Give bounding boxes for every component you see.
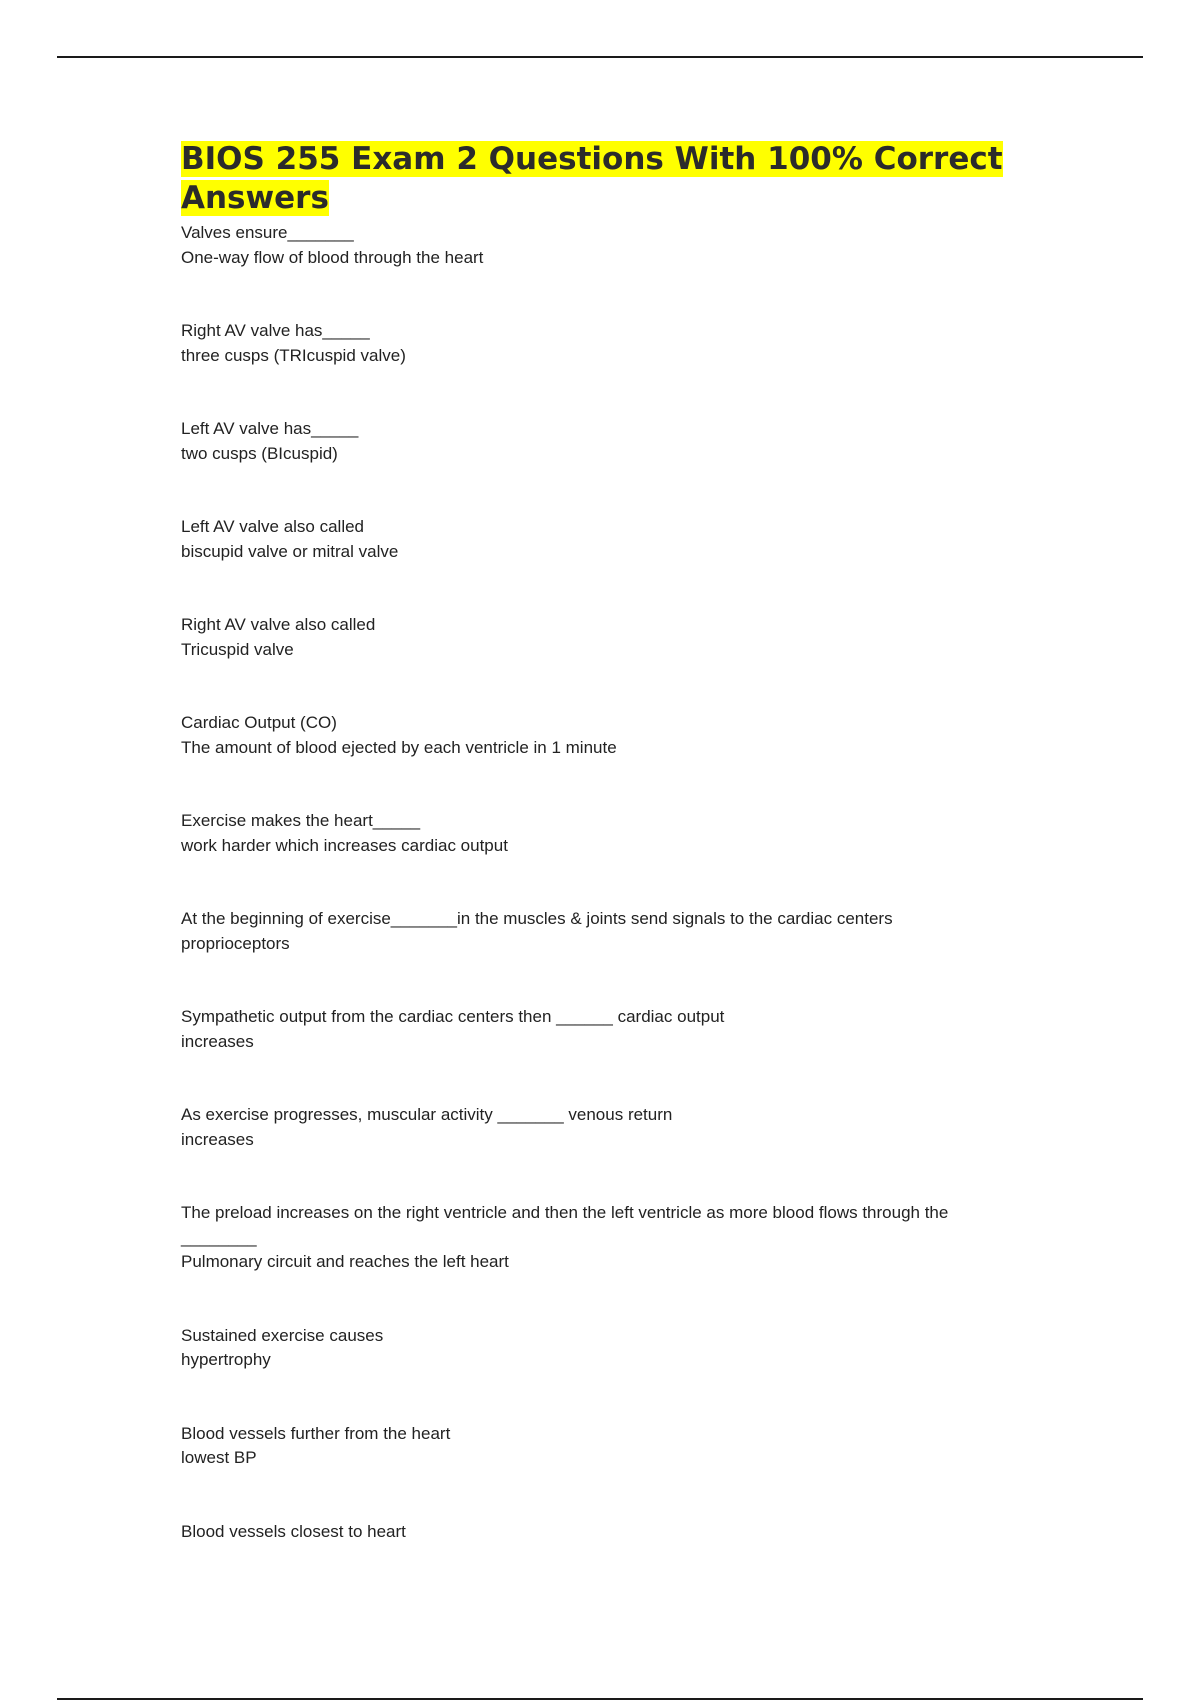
question-text: Sustained exercise causes bbox=[181, 1325, 384, 1345]
document-title bbox=[181, 140, 1021, 218]
qa-item bbox=[181, 1422, 1021, 1471]
top-rule bbox=[57, 56, 1143, 58]
question-text: Right AV valve also called bbox=[181, 615, 376, 634]
answer-text: two cusps (BIcuspid) bbox=[181, 443, 338, 463]
answer-text: increases bbox=[181, 1129, 254, 1149]
qa-item bbox=[181, 515, 1021, 564]
answer-text: proprioceptors bbox=[181, 933, 290, 953]
question-text: Blood vessels closest to heart bbox=[181, 1521, 406, 1541]
qa-item bbox=[181, 319, 1021, 368]
question-text: Left AV valve has_____ bbox=[181, 419, 359, 438]
qa-item bbox=[181, 1520, 1021, 1545]
qa-item bbox=[181, 1005, 1021, 1054]
qa-item bbox=[181, 1103, 1021, 1152]
answer-text: The amount of blood ejected by each ventricle in 1 minute bbox=[181, 737, 617, 757]
qa-list bbox=[181, 221, 1021, 1544]
answer-text: One-way flow of blood through the heart bbox=[181, 247, 484, 267]
question-text: Blood vessels further from the heart bbox=[181, 1423, 451, 1443]
answer-text: hypertrophy bbox=[181, 1350, 271, 1369]
question-text: Cardiac Output (CO) bbox=[181, 713, 337, 732]
answer-text: increases bbox=[181, 1031, 254, 1051]
question-text: At the beginning of exercise_______in the muscles & joints send signals to the cardiac centers bbox=[181, 909, 893, 928]
question-text: Right AV valve has_____ bbox=[181, 321, 370, 340]
question-text: Sympathetic output from the cardiac centers then ______ cardiac output bbox=[181, 1007, 725, 1026]
qa-item bbox=[181, 1324, 1021, 1373]
qa-item bbox=[181, 221, 1021, 270]
question-text: The preload increases on the right ventricle and then the left ventricle as more blood flows through the ________ bbox=[181, 1203, 954, 1247]
question-text: As exercise progresses, muscular activity _______ venous return bbox=[181, 1105, 673, 1124]
document-body bbox=[181, 140, 1021, 1593]
qa-item bbox=[181, 809, 1021, 858]
answer-text: work harder which increases cardiac output bbox=[181, 835, 508, 855]
qa-item bbox=[181, 417, 1021, 466]
qa-item bbox=[181, 613, 1021, 662]
qa-item bbox=[181, 711, 1021, 760]
answer-text: biscupid valve or mitral valve bbox=[181, 541, 399, 561]
title-highlight: BIOS 255 Exam 2 Questions With 100% Correct Answers bbox=[181, 141, 1003, 216]
answer-text: three cusps (TRIcuspid valve) bbox=[181, 345, 406, 365]
answer-text: Pulmonary circuit and reaches the left heart bbox=[181, 1252, 509, 1271]
question-text: Left AV valve also called bbox=[181, 517, 365, 536]
question-text: Valves ensure_______ bbox=[181, 223, 354, 242]
answer-text: Tricuspid valve bbox=[181, 639, 294, 659]
question-text: Exercise makes the heart_____ bbox=[181, 811, 421, 830]
qa-item bbox=[181, 1201, 1021, 1275]
qa-item bbox=[181, 907, 1021, 956]
answer-text: lowest BP bbox=[181, 1448, 257, 1467]
